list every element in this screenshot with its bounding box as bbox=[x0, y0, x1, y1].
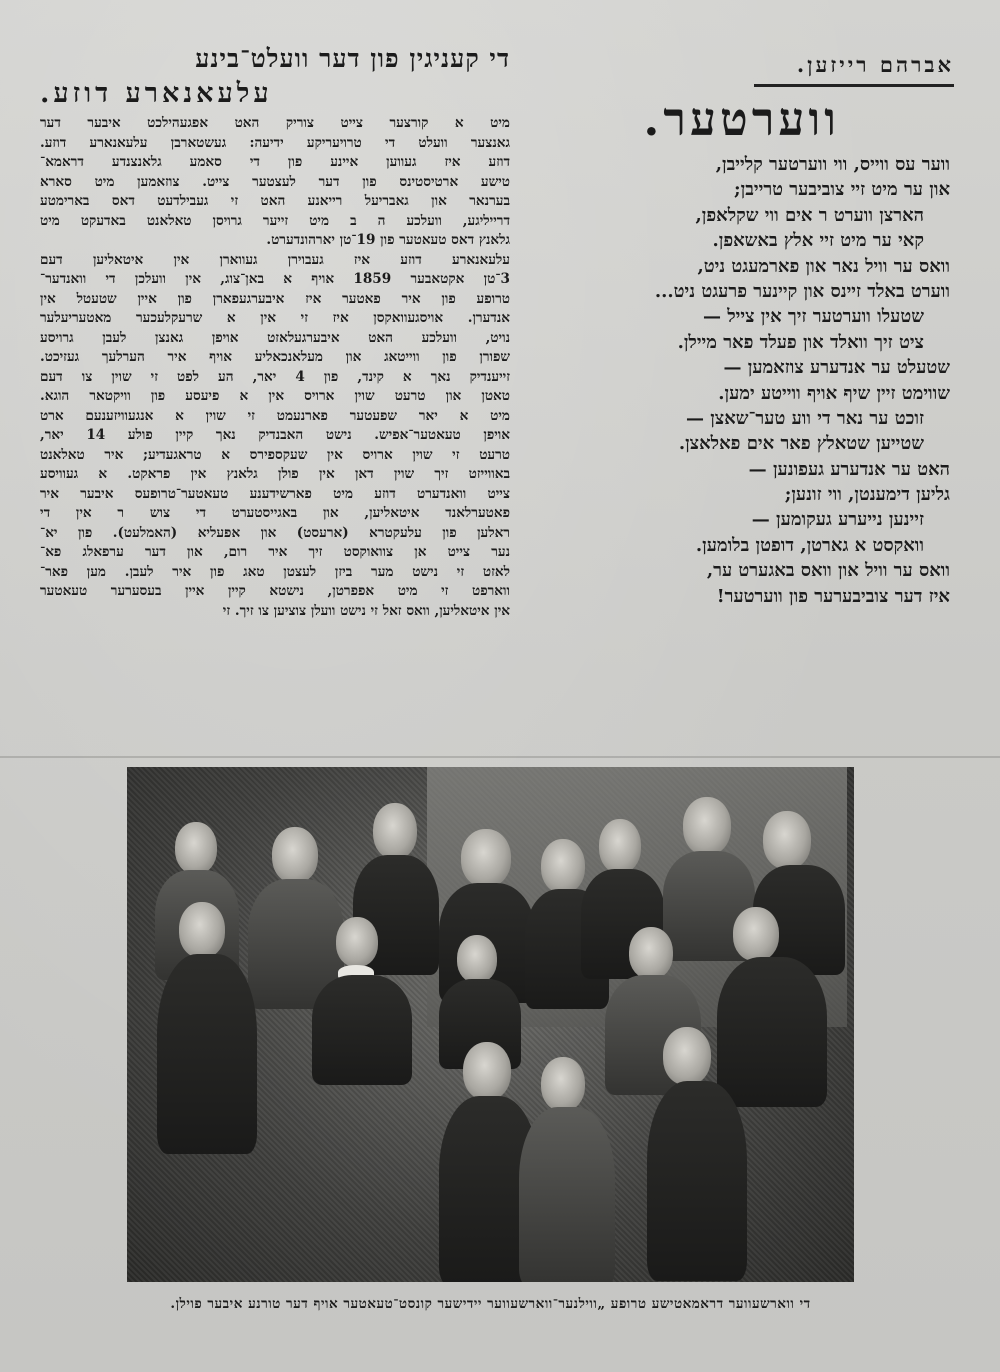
article-line: פאטערלאנד איטאליען, און באגייסטערט די צוש ר אין די bbox=[40, 505, 510, 521]
article-title: די קעניגין פון דער וועלט־בינע bbox=[195, 44, 510, 73]
poem-line: וואקסט א גארטן, דופטן בלומען. bbox=[695, 534, 924, 556]
poem-line: קאי ער מיט זיי אלץ באשאפן. bbox=[712, 230, 924, 252]
group-photograph bbox=[127, 767, 854, 1282]
article-line: זייענדיק נאך א קינד, פון 4 יאר, הע לפט זי שוין צו דעם bbox=[40, 368, 510, 385]
poem-line: וואס ער וויל נאר און פארמעגט ניט, bbox=[697, 255, 950, 277]
poem-line: זוכט ער נאר די ווע טער־שאצן — bbox=[685, 407, 924, 429]
article-line: אין איטאליען, וואס זאל זי נישט וועלן צוציען צו זיך. זי bbox=[222, 602, 510, 619]
article-line: גלאנץ דאס טעאטער פון 19־טן יארהונדערט. bbox=[266, 232, 510, 248]
page-fold-line bbox=[0, 756, 1000, 758]
article-line: מיט א יאר שפעטער פארנעמט זי שוין א אנגעוויזענעם ארט bbox=[40, 407, 510, 424]
poem-line: איז דער צוביבערער פון ווערטער! bbox=[716, 585, 950, 607]
article-line: טרעט זי שוין ארויס אין שעקספירס א טראגעדיע; איר טאלאנט bbox=[40, 446, 510, 463]
poem-line: שווימט זיין שיף אויף ווייטע ימען. bbox=[718, 382, 950, 404]
poem-title: ווערטער. bbox=[643, 92, 840, 146]
article-line: דוזע איז געווען איינע פון די סאמע גלאנצנדע דראמא־ bbox=[40, 154, 510, 170]
article-line: טישע ארטיסטינס פון דער לעצטער צייט. צוזאמען מיט סארא bbox=[40, 173, 510, 190]
article-subtitle: עלעאנארע דוזע. bbox=[40, 78, 273, 109]
poem-body bbox=[590, 152, 950, 609]
article-line: בערנאר און גאבריעל רייאנע האט זי געבילדעט דאס בארימטע bbox=[40, 193, 510, 209]
article-line: טאטן און טרעט שוין ארויס אין א פיעסע פון וויקטאר הוגא. bbox=[40, 388, 510, 404]
article-line: ווארפט זי מיט אפפרטן, נישטא קיין איין בעסערער טעאטער bbox=[40, 583, 510, 599]
poem-line: שטעלט ער אנדערע צוזאמען — bbox=[723, 357, 950, 379]
article-line: אנדערן. אויסגעוואקסן איז זי אין א שרעקלעכער מאטעריעלער bbox=[40, 310, 510, 326]
article-line: צייט וואנדערט דוזע מיט פארשידענע טעאטער־טרופעס איבער איר bbox=[40, 485, 510, 502]
poem-line: גליען דימענטן, ווי זונען; bbox=[784, 484, 950, 506]
article-line: גאנצער וועלט די טרויעריקע ידיעה: געשטארבן עלעאנארע דוזע. bbox=[40, 134, 510, 151]
article-line: נער צייט אן צוואוקסט זיך איר רום, און דער ערפאלג פא־ bbox=[40, 544, 510, 560]
poem-line: ציט זיך וואלד און פעלד פאר מיילן. bbox=[677, 331, 924, 353]
poem-line: זיינען נייערע געקומען — bbox=[751, 509, 924, 531]
poem-line: ווערט באלד זיינס און קיינער פרעגט ניט... bbox=[654, 280, 950, 302]
poem-line: וואס ער וויל און וואס באגערט ער, bbox=[706, 560, 950, 582]
article-line: דרייליגע, וועלכע ה ב מיט זייער גרויסן טאלאנט באדעקט מיט bbox=[40, 212, 510, 229]
poem-line: האט ער אנדערע געפונען — bbox=[748, 458, 950, 480]
poem-line: הארצן ווערט ר אים ווי שקלאפן, bbox=[695, 204, 924, 226]
article-line: מיט א קורצער צייט צוריק האט אפגעהילכט איבער דער bbox=[40, 115, 510, 131]
article-line: עלעאנארע דוזע איז געבוירן געווארן אין איטאליען דעם bbox=[40, 251, 510, 268]
article-line: נויט, וועלכע האט איבערגעלאזט אויפן גאנצן לעבן גרויסע bbox=[40, 329, 510, 346]
poem-line: שטייען שטאלץ פאר אים פאלאצן. bbox=[678, 433, 924, 455]
article-line: טרופע פון איר פאטער איז איבערגעפארן פון איין שטעטל אין bbox=[40, 290, 510, 307]
article-line: באווייזט זיך שוין דאן אין פולן גלאנץ אין פראקט. א געוויסע bbox=[40, 466, 510, 482]
article-line: אויפן טעאטער־אפיש. נישט האבנדיק נאך קיין פולע 14 יאר, bbox=[40, 427, 510, 443]
article-line: שפורן פון ווייטאג און מעלאנכאליע אויף איר הערלעך געזיכט. bbox=[40, 349, 510, 365]
poem-line: און ער מיט זיי צוביבער טרייבן; bbox=[733, 179, 950, 201]
article-line: ראלען פון עלעקטרא (ארעסט) און אפעליא (האמלעט). פון יא־ bbox=[40, 524, 510, 541]
photo-caption: די ווארשעווער דראמאטישע טרופע „ווילנער־ווארשעווער יידישער קונסט־טעאטער אויף דער טורנע איבער פוילן. bbox=[170, 1296, 811, 1312]
article-body bbox=[40, 114, 510, 621]
poem-author: אברהם רייזען. bbox=[754, 52, 954, 87]
poem-line: ווער עס ווייס, ווי ווערטער קלייבן, bbox=[715, 154, 950, 175]
poem-line: שטעלו ווערטער זיך אין צייל — bbox=[702, 306, 924, 328]
article-line: לאזט זי נישט מער ביזן לעצטן טאג פון איר לעבן. מען פאר־ bbox=[40, 563, 510, 580]
article-line: 3־טן אקטאבער 1859 אויף א באן־צוג, אין וועלכן די וואנדער־ bbox=[40, 271, 510, 287]
